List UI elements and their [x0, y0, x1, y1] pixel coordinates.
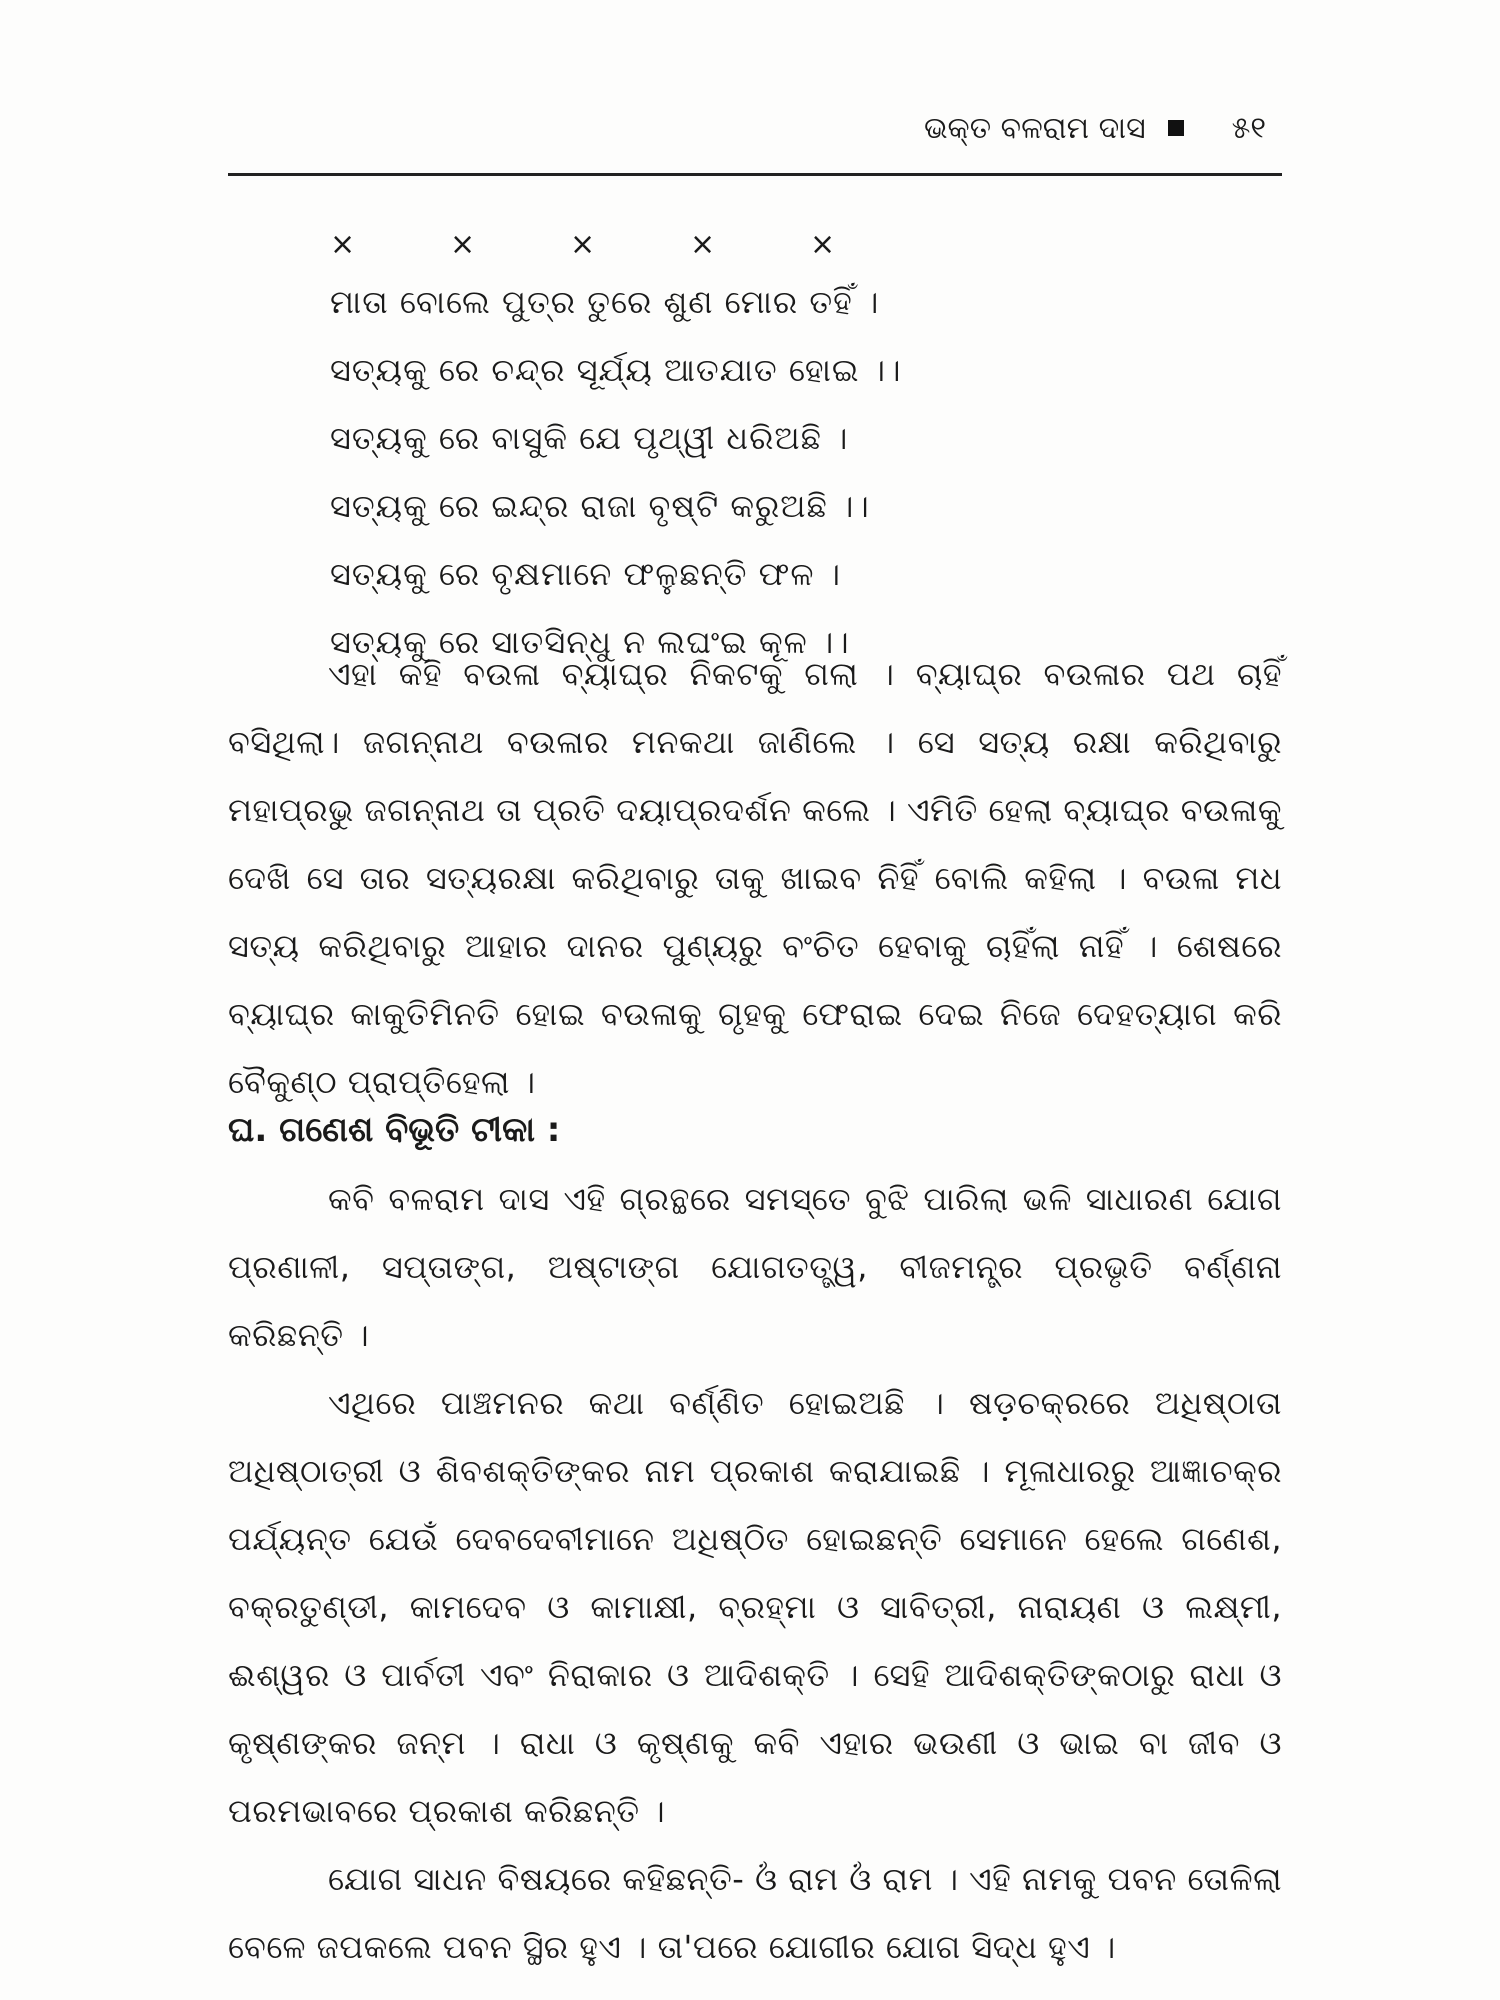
verse-line: ସତ୍ୟକୁ ରେ ବୃକ୍ଷମାନେ ଫଳୁଛନ୍ତି ଫଳ । — [330, 555, 842, 593]
paragraph: କବି ବଳରାମ ଦାସ ଏହି ଗ୍ରନ୍ଥରେ ସମସ୍ତେ ବୁଝି ପାରିଲା ଭଳି ସାଧାରଣ ଯୋଗ ପ୍ରଣାଳୀ, ସପ୍ତାଙ୍ଗ, ଅଷ୍ଟାଙ୍ଗ ଯୋଗତତ୍ତ୍ୱ, ବୀଜମନ୍ତ୍ର ପ୍ରଭୃତି ବର୍ଣ୍ଣନା କରିଛନ୍ତି । — [228, 1180, 1282, 1354]
verse-line: ସତ୍ୟକୁ ରେ ଇନ୍ଦ୍ର ରାଜା ବୃଷ୍ଟି କରୁଅଛି ।। — [330, 487, 870, 525]
verse-line: ସତ୍ୟକୁ ରେ ସାତସିନ୍ଧୁ ନ ଲଘଂଇ କୂଳ ।। — [330, 623, 850, 661]
separator-mark: × — [330, 226, 356, 262]
paragraph: ଏଥିରେ ପାଞ୍ଚମନର କଥା ବର୍ଣ୍ଣିତ ହୋଇଅଛି । ଷଡ଼ଚକ୍ରରେ ଅଧିଷ୍ଠାତା ଅଧିଷ୍ଠାତ୍ରୀ ଓ ଶିବଶକ୍ତିଙ୍କର ନାମ ପ୍ରକାଶ କରାଯାଇଛି । ମୂଳାଧାରରୁ ଆଜ୍ଞାଚକ୍ର ପର୍ଯ୍ୟନ୍ତ ଯେଉଁ ଦେବଦେବୀମାନେ ଅଧିଷ୍ଠିତ ହୋଇଛନ୍ତି ସେମାନେ ହେଲେ ଗଣେଶ, ବକ୍ରତୁଣ୍ଡୀ, କାମଦେବ ଓ କାମାକ୍ଷୀ, ବ୍ରହ୍ମା ଓ ସାବିତ୍ରୀ, ନାରାୟଣ ଓ ଲକ୍ଷ୍ମୀ, ଈଶ୍ୱର ଓ ପାର୍ବତୀ ଏବଂ ନିରାକାର ଓ ଆଦିଶକ୍ତି । ସେହି ଆଦିଶକ୍ତିଙ୍କଠାରୁ ରାଧା ଓ କୃଷ୍ଣଙ୍କର ଜନ୍ମ । ରାଧା ଓ କୃଷ୍ଣକୁ କବି ଏହାର ଭଉଣୀ ଓ ଭାଇ ବା ଜୀବ ଓ ପରମଭାବରେ ପ୍ରକାଶ କରିଛନ୍ତି । — [228, 1384, 1282, 1830]
separator-mark: × — [450, 226, 476, 262]
prose-section-after — [228, 1165, 1282, 1981]
verse-line: ମାତା ବୋଲେ ପୁତ୍ର ତୁରେ ଶୁଣ ମୋର ତହିଁ । — [330, 283, 880, 321]
page-number: ୫୧ — [1231, 110, 1266, 146]
section-heading: ଘ. ଗଣେଶ ବିଭୂତି ଟୀକା : — [228, 1110, 561, 1150]
paragraph: ଏହା କହି ବଉଳା ବ୍ୟାଘ୍ର ନିକଟକୁ ଗଲା । ବ୍ୟାଘ୍ର ବଉଳାର ପଥ ଚାହିଁ ବସିଥିଲା। ଜଗନ୍ନାଥ ବଉଳାର ମନକଥା ଜାଣିଲେ । ସେ ସତ୍ୟ ରକ୍ଷା କରିଥିବାରୁ ମହାପ୍ରଭୁ ଜଗନ୍ନାଥ ତା ପ୍ରତି ଦୟାପ୍ରଦର୍ଶନ କଲେ । ଏମିତି ହେଲା ବ୍ୟାଘ୍ର ବଉଳାକୁ ଦେଖି ସେ ତାର ସତ୍ୟରକ୍ଷା କରିଥିବାରୁ ତାକୁ ଖାଇବ ନିହିଁ ବୋଲି କହିଲା । ବଉଳା ମଧ ସତ୍ୟ କରିଥିବାରୁ ଆହାର ଦାନର ପୁଣ୍ୟରୁ ବଂଚିତ ହେବାକୁ ଚାହିଁଲା ନାହିଁ । ଶେଷରେ ବ୍ୟାଘ୍ର କାକୁତିମିନତି ହୋଇ ବଉଳାକୁ ଗୃହକୁ ଫେରାଇ ଦେଇ ନିଜେ ଦେହତ୍ୟାଗ କରି ବୈକୁଣ୍ଠ ପ୍ରାପ୍ତିହେଲା । — [228, 655, 1282, 1101]
prose-section-before — [228, 640, 1282, 1116]
running-header — [230, 108, 1280, 148]
verse-line: ସତ୍ୟକୁ ରେ ଚନ୍ଦ୍ର ସୂର୍ଯ୍ୟ ଆତଯାତ ହୋଇ ।। — [330, 351, 902, 389]
header-square-ornament — [1168, 120, 1184, 136]
verse-block — [330, 220, 1230, 676]
header-rule — [228, 173, 1282, 176]
running-title: ଭକ୍ତ ବଳରାମ ଦାସ — [923, 110, 1146, 146]
separator-mark: × — [570, 226, 596, 262]
verse-separator-row — [330, 220, 930, 268]
separator-mark: × — [690, 226, 716, 262]
separator-mark: × — [810, 226, 836, 262]
verse-line: ସତ୍ୟକୁ ରେ ବାସୁକି ଯେ ପୃଥ୍ୱୀ ଧରିଅଛି । — [330, 419, 849, 457]
paragraph: ଯୋଗ ସାଧନ ବିଷୟରେ କହିଛନ୍ତି- ଓଁ ରାମ ଓଁ ରାମ । ଏହି ନାମକୁ ପବନ ତୋଳିଲା ବେଳେ ଜପକଲେ ପବନ ସ୍ଥିର ହୁଏ । ତା'ପରେ ଯୋଗୀର ଯୋଗ ସିଦ୍ଧ ହୁଏ । — [228, 1860, 1282, 1966]
